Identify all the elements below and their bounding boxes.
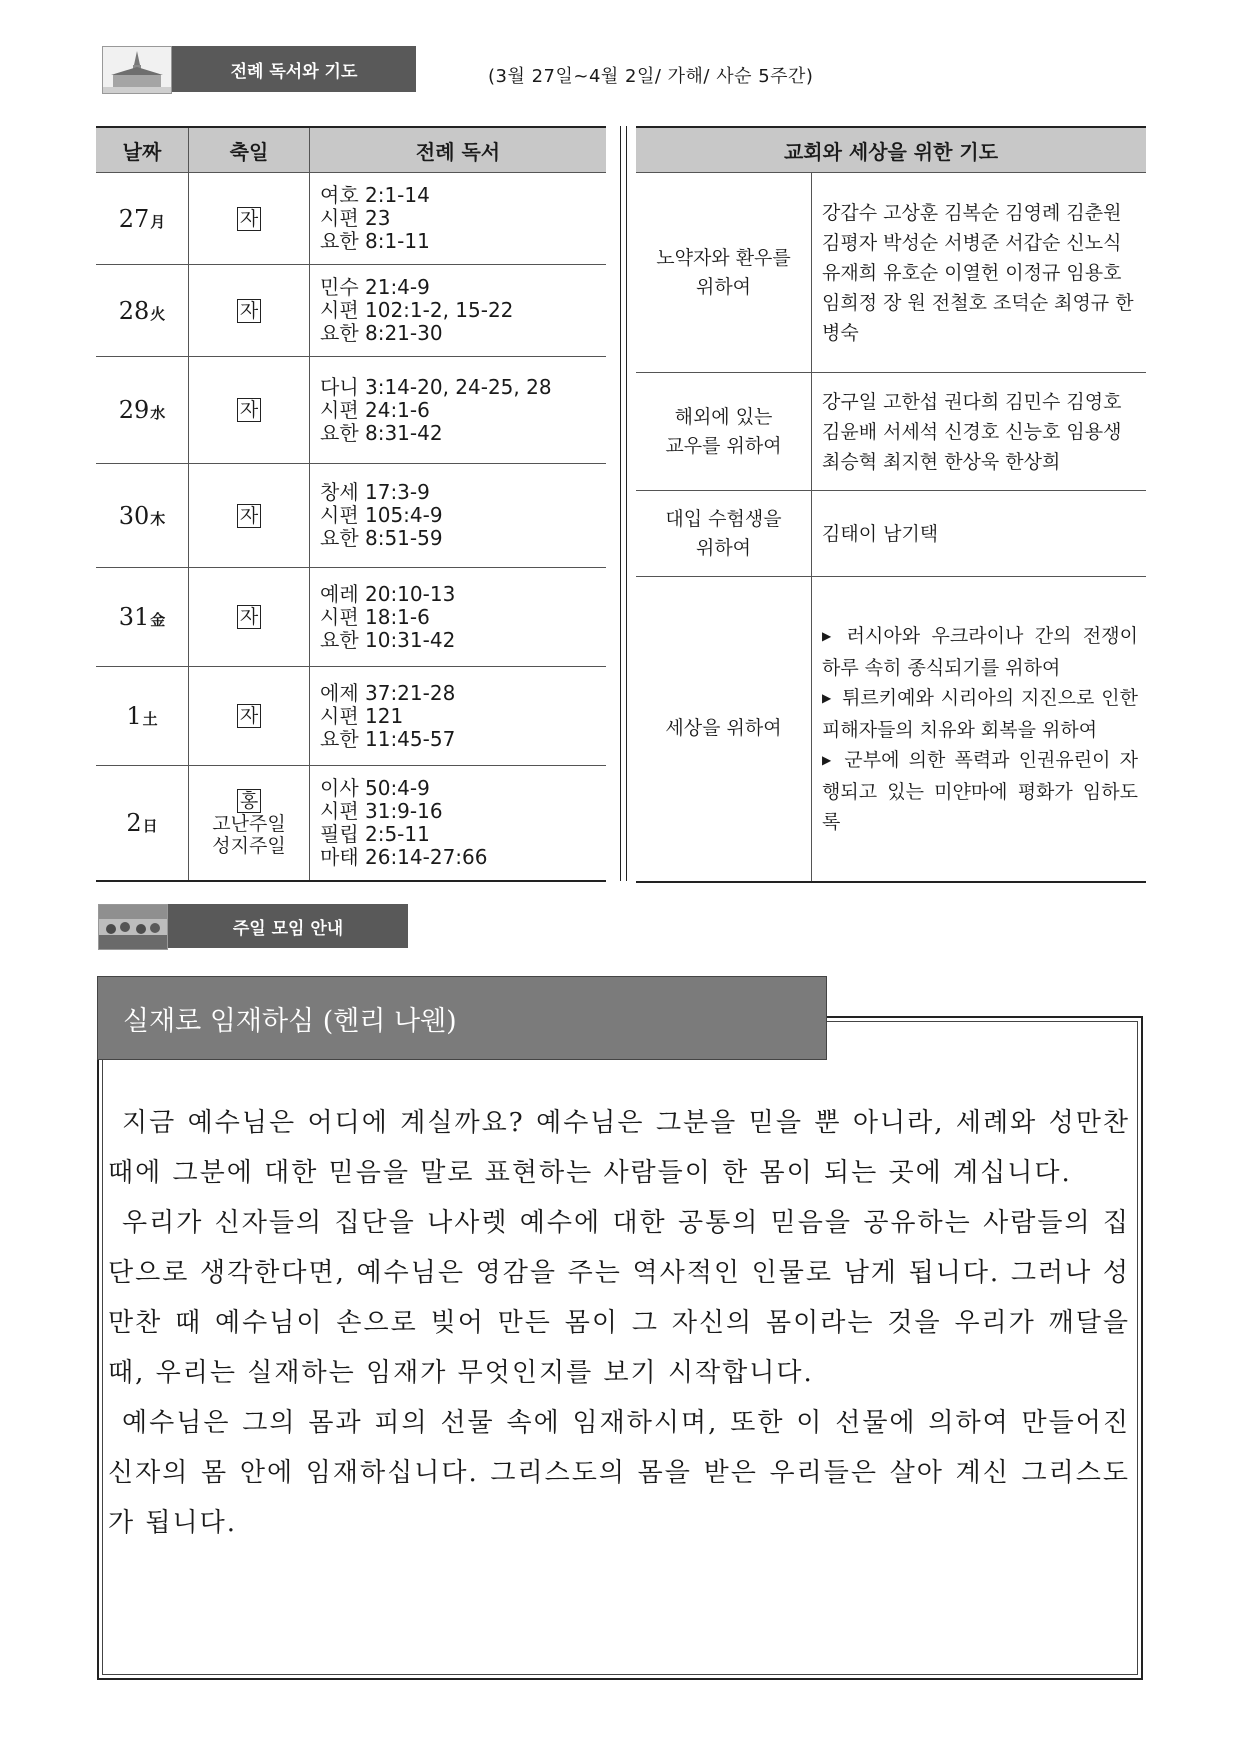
- feast-cell: [189, 357, 310, 464]
- table-row: [96, 667, 606, 766]
- reading-reference: 마태 26:14-27:66: [320, 844, 488, 869]
- reading-reference: 시편 102:1-2, 15-22: [320, 298, 514, 322]
- feast-name: 고난주일 성지주일: [212, 812, 286, 857]
- list-item: ▶ 튀르키예와 시리아의 지진으로 인한 피해자들의 치유와 회복을 위하여: [822, 683, 1138, 745]
- reading-reference: 시편 121: [320, 703, 404, 728]
- feast-cell: [189, 568, 310, 667]
- table-row: [96, 766, 606, 881]
- liturgical-color-badge: 자: [237, 605, 261, 629]
- weekday: 火: [150, 304, 166, 323]
- prayer-header: 교회와 세상을 위한 기도: [636, 127, 1146, 173]
- day-number: 2: [126, 808, 142, 837]
- date-cell: [96, 667, 189, 766]
- section-title: 주일 모임 안내: [168, 904, 408, 948]
- prayer-names: 김태이 남기택: [812, 491, 1147, 577]
- col-header-date: 날짜: [96, 127, 189, 173]
- weekday: 月: [150, 212, 166, 231]
- feast-cell: [189, 667, 310, 766]
- period-text: (3월 27일~4월 2일/ 가해/ 사순 5주간): [488, 66, 814, 87]
- prayer-list-cell: [812, 577, 1147, 882]
- liturgical-color-badge: 자: [237, 504, 261, 528]
- table-row: [96, 265, 606, 357]
- section-title: 전례 독서와 기도: [172, 46, 416, 92]
- prayer-topic-text: 대입 수험생을 위하여: [665, 507, 782, 559]
- day-number: 1: [126, 702, 142, 730]
- list-item: ▶ 군부에 의한 폭력과 인권유린이 자행되고 있는 미얀마에 평화가 임하도록: [822, 745, 1138, 837]
- readings-cell: [310, 667, 607, 766]
- reading-reference: 시편 24:1-6: [320, 397, 430, 422]
- feast-cell: [189, 265, 310, 357]
- reading-reference: 에제 37:21-28: [320, 680, 456, 705]
- reading-reference: 요한 8:1-11: [320, 229, 430, 253]
- reading-reference: 요한 8:31-42: [320, 420, 443, 445]
- weekday: 金: [150, 611, 166, 629]
- column-divider: [626, 126, 627, 881]
- prayer-topic-text: 해외에 있는 교우를 위하여: [665, 405, 782, 457]
- readings-cell: [310, 464, 607, 568]
- feast-cell: [189, 173, 310, 265]
- church-thumbnail: [102, 46, 172, 94]
- reading-reference: 시편 18:1-6: [320, 604, 430, 629]
- prayer-topic: [636, 491, 812, 577]
- date-cell: [96, 173, 189, 265]
- date-cell: [96, 265, 189, 357]
- weekday: 水: [150, 404, 166, 422]
- reading-reference: 시편 31:9-16: [320, 798, 443, 823]
- date-cell: [96, 464, 189, 568]
- weekday: 日: [142, 816, 158, 835]
- reading-reference: 민수 21:4-9: [320, 275, 430, 299]
- reading-reference: 요한 10:31-42: [320, 627, 456, 652]
- readings-cell: [310, 766, 607, 881]
- date-cell: [96, 568, 189, 667]
- liturgical-color-badge: 자: [237, 398, 261, 422]
- section-header-readings: [102, 46, 416, 94]
- reading-reference: 예레 20:10-13: [320, 581, 456, 606]
- reading-reference: 시편 105:4-9: [320, 503, 443, 527]
- paragraph: 우리가 신자들의 집단을 나사렛 예수에 대한 공통의 믿음을 공유하는 사람들의 집단으로 생각한다면, 예수님은 영감을 주는 역사적인 인물로 남게 됩니다. 그러나 성만찬 때 예수님이 손으로 빚어 만든 몸이 그 자신의 몸이라는 것을 우리가 깨달을 때, 우리는 실재하는 임재가 무엇인지를 보기 시작합니다.: [108, 1208, 1130, 1388]
- reflection-title: 실재로 임재하심 (헨리 나웬): [97, 976, 827, 1060]
- liturgical-color-badge: 홍: [237, 789, 261, 813]
- reading-reference: 다니 3:14-20, 24-25, 28: [320, 374, 552, 399]
- readings-cell: [310, 173, 607, 265]
- reading-reference: 여호 2:1-14: [320, 183, 430, 207]
- liturgical-color-badge: 자: [237, 299, 261, 323]
- col-header-feast: 축일: [189, 127, 310, 173]
- paragraph: 예수님은 그의 몸과 피의 선물 속에 임재하시며, 또한 이 선물에 의하여 만들어진 신자의 몸 안에 임재하십니다. 그리스도의 몸을 받은 우리들은 살아 계신 그리스도가 됩니다.: [108, 1408, 1130, 1538]
- date-cell: [96, 357, 189, 464]
- reading-reference: 시편 23: [320, 206, 391, 230]
- reading-reference: 요한 8:51-59: [320, 526, 443, 550]
- paragraph: 지금 예수님은 어디에 계실까요? 예수님은 그분을 믿을 뿐 아니라, 세례와 성만찬 때에 그분에 대한 믿음을 말로 표현하는 사람들이 한 몸이 되는 곳에 계십니다.: [108, 1108, 1130, 1188]
- prayer-names: 강구일 고한섭 권다희 김민수 김영호 김윤배 서세석 신경호 신능호 임용생 최승혁 최지현 한상욱 한상희: [812, 373, 1147, 491]
- day-number: 27: [118, 204, 150, 233]
- readings-cell: [310, 568, 607, 667]
- table-row: [96, 464, 606, 568]
- reading-reference: 창세 17:3-9: [320, 480, 430, 504]
- date-cell: [96, 766, 189, 881]
- readings-table: [96, 126, 606, 882]
- column-divider: [620, 126, 621, 881]
- prayer-topic: [636, 373, 812, 491]
- day-number: 28: [118, 296, 150, 325]
- prayer-topic-text: 노약자와 환우를 위하여: [656, 246, 791, 298]
- reading-reference: 요한 11:45-57: [320, 726, 456, 751]
- readings-cell: [310, 357, 607, 464]
- table-row: [96, 173, 606, 265]
- liturgical-color-badge: 자: [237, 704, 261, 728]
- reflection-body: [108, 1098, 1130, 1548]
- day-number: 30: [118, 501, 150, 530]
- weekday: 土: [142, 710, 158, 728]
- day-number: 29: [118, 396, 150, 424]
- day-number: 31: [118, 603, 150, 631]
- col-header-readings: 전례 독서: [310, 127, 607, 173]
- list-item: ▶ 러시아와 우크라이나 간의 전쟁이 하루 속히 종식되기를 위하여: [822, 621, 1138, 683]
- prayer-table: [636, 126, 1146, 883]
- weekday: 木: [150, 509, 166, 528]
- table-row: [96, 357, 606, 464]
- world-prayer-list: [822, 621, 1138, 837]
- feast-cell: [189, 464, 310, 568]
- prayer-topic: 세상을 위하여: [636, 577, 812, 882]
- reading-reference: 필립 2:5-11: [320, 821, 430, 846]
- prayer-names: 강갑수 고상훈 김복순 김영례 김춘원 김평자 박성순 서병준 서갑순 신노식 유재희 유호순 이열헌 이정규 임용호 임희정 장 원 전철호 조덕순 최영규 한병숙: [812, 173, 1147, 373]
- feast-cell: [189, 766, 310, 881]
- reading-reference: 이사 50:4-9: [320, 775, 430, 800]
- table-row: [96, 568, 606, 667]
- reading-reference: 요한 8:21-30: [320, 321, 443, 345]
- meeting-photo-thumbnail: [98, 904, 168, 950]
- prayer-topic: [636, 173, 812, 373]
- readings-cell: [310, 265, 607, 357]
- liturgical-color-badge: 자: [237, 207, 261, 231]
- section-header-sunday: [98, 904, 408, 950]
